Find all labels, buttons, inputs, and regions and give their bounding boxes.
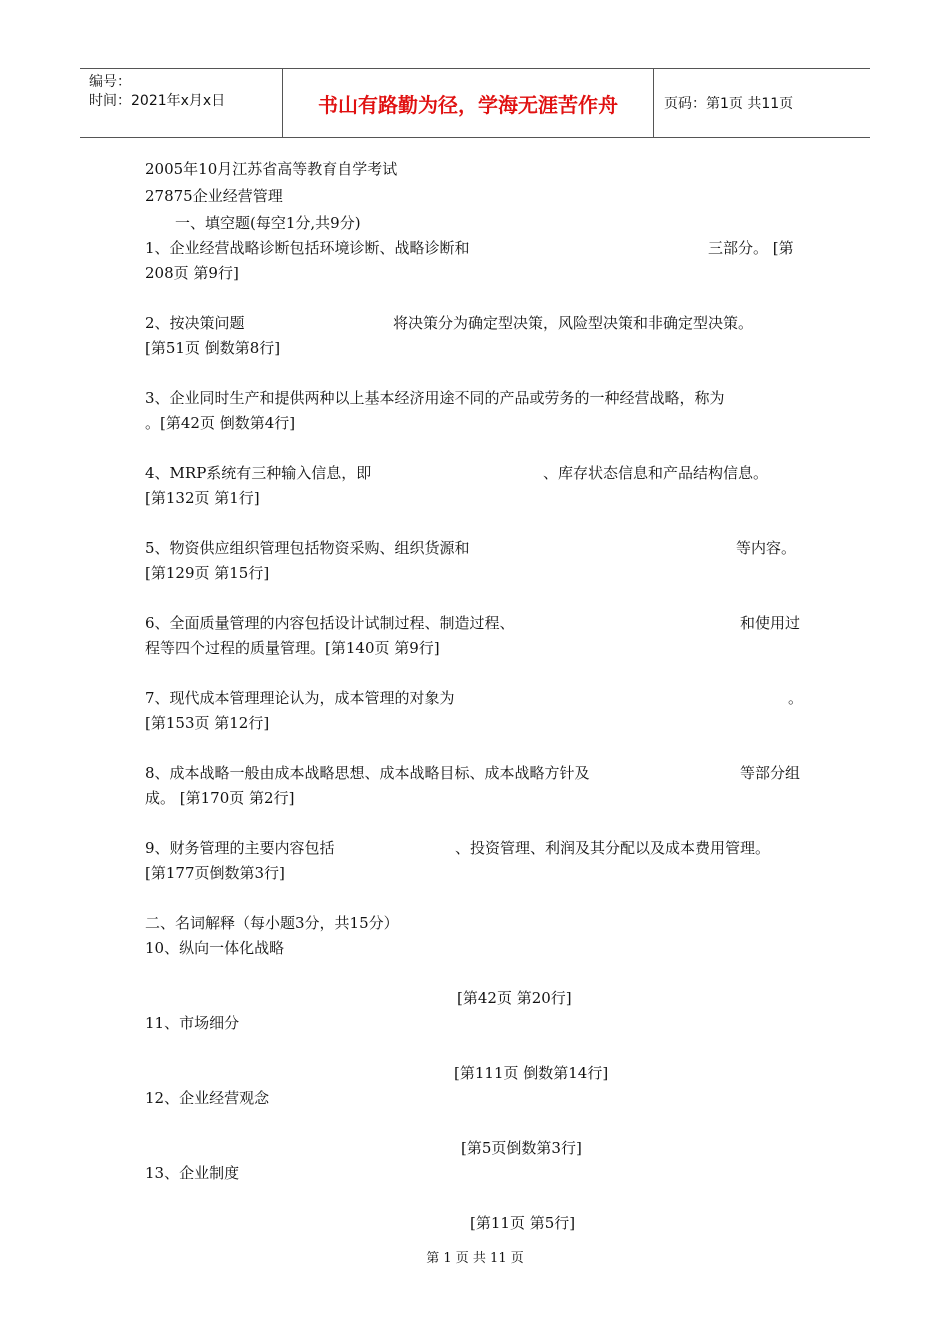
question-7-ref: [第153页 第12行] bbox=[145, 714, 270, 732]
question-12-text: 12、企业经营观念 bbox=[145, 1089, 270, 1107]
question-4-tail: 、库存状态信息和产品结构信息。 bbox=[543, 464, 769, 482]
question-1-tail: 三部分。 [第 bbox=[708, 239, 794, 257]
question-12-ref: [第5页倒数第3行] bbox=[461, 1139, 582, 1157]
section-heading-fill-in: 一、填空题(每空1分,共9分) bbox=[175, 214, 361, 232]
question-8-tail: 等部分组 bbox=[740, 764, 801, 782]
question-9-text: 9、财务管理的主要内容包括 bbox=[145, 839, 335, 857]
question-10-text: 10、纵向一体化战略 bbox=[145, 939, 285, 957]
question-9-ref: [第177页倒数第3行] bbox=[145, 864, 285, 882]
question-7-text: 7、现代成本管理理论认为，成本管理的对象为 bbox=[145, 689, 455, 707]
question-5-text: 5、物资供应组织管理包括物资采购、组织货源和 bbox=[145, 539, 470, 557]
course-title: 27875企业经营管理 bbox=[145, 187, 283, 205]
question-6-tail: 和使用过 bbox=[740, 614, 801, 632]
document-number-label: 编号： bbox=[89, 74, 131, 90]
question-1-text: 1、企业经营战略诊断包括环境诊断、战略诊断和 bbox=[145, 239, 470, 257]
question-1-ref: 208页 第9行] bbox=[145, 264, 239, 282]
question-9-tail: 、投资管理、利润及其分配以及成本费用管理。 bbox=[455, 839, 771, 857]
question-5-tail: 等内容。 bbox=[736, 539, 797, 557]
question-4-text: 4、MRP系统有三种输入信息，即 bbox=[145, 464, 372, 482]
document-time-label: 时间：2021年x月x日 bbox=[89, 93, 226, 109]
question-3-ref: 。[第42页 倒数第4行] bbox=[145, 414, 296, 432]
header-page-info: 页码：第1页 共11页 bbox=[664, 96, 794, 112]
question-8-ref: 成。 [第170页 第2行] bbox=[145, 789, 295, 807]
question-2-ref: [第51页 倒数第8行] bbox=[145, 339, 281, 357]
question-11-text: 11、市场细分 bbox=[145, 1014, 240, 1032]
question-6-ref: 程等四个过程的质量管理。[第140页 第9行] bbox=[145, 639, 440, 657]
page-header bbox=[80, 68, 870, 138]
question-13-text: 13、企业制度 bbox=[145, 1164, 240, 1182]
question-13-ref: [第11页 第5行] bbox=[470, 1214, 576, 1232]
section-heading-terms: 二、名词解释（每小题3分，共15分） bbox=[145, 914, 399, 932]
page-footer: 第 1 页 共 11 页 bbox=[426, 1251, 524, 1266]
question-10-ref: [第42页 第20行] bbox=[457, 989, 572, 1007]
question-5-ref: [第129页 第15行] bbox=[145, 564, 270, 582]
header-motto: 书山有路勤为径，学海无涯苦作舟 bbox=[282, 69, 654, 137]
exam-title: 2005年10月江苏省高等教育自学考试 bbox=[145, 160, 398, 178]
question-4-ref: [第132页 第1行] bbox=[145, 489, 260, 507]
question-3-text: 3、企业同时生产和提供两种以上基本经济用途不同的产品或劳务的一种经营战略，称为 bbox=[145, 389, 725, 407]
question-8-text: 8、成本战略一般由成本战略思想、成本战略目标、成本战略方针及 bbox=[145, 764, 590, 782]
question-11-ref: [第111页 倒数第14行] bbox=[454, 1064, 609, 1082]
question-6-text: 6、全面质量管理的内容包括设计试制过程、制造过程、 bbox=[145, 614, 515, 632]
question-2-tail: 将决策分为确定型决策，风险型决策和非确定型决策。 bbox=[393, 314, 754, 332]
header-meta bbox=[80, 69, 282, 137]
question-7-tail: 。 bbox=[788, 689, 804, 707]
question-2-text: 2、按决策问题 bbox=[145, 314, 245, 332]
